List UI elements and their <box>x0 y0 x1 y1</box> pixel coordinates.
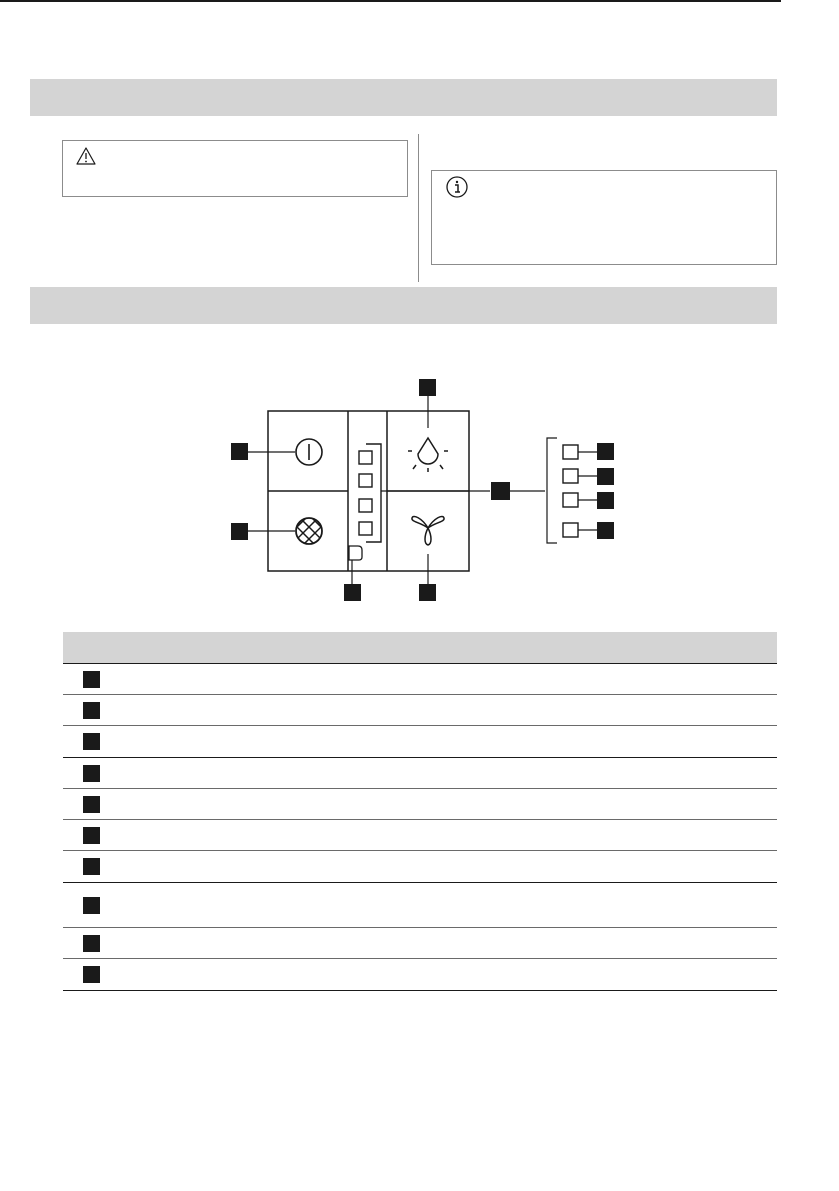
row-marker <box>83 796 100 813</box>
callout-marker <box>231 443 248 460</box>
table-header <box>63 632 777 664</box>
column-divider <box>418 134 419 282</box>
callout-marker <box>491 482 510 500</box>
level-squares-legend <box>563 445 578 537</box>
callout-marker <box>344 584 361 601</box>
table-row <box>63 695 777 726</box>
top-rule <box>0 0 781 2</box>
callout-marker <box>419 379 436 396</box>
table-row <box>63 959 777 991</box>
callout-marker <box>597 522 614 539</box>
light-bulb-icon <box>408 438 448 472</box>
table-row <box>63 883 777 928</box>
table-row <box>63 928 777 959</box>
table-row <box>63 851 777 883</box>
row-marker <box>83 765 100 782</box>
row-marker <box>83 671 100 688</box>
section-header-band-2 <box>30 287 777 324</box>
callout-marker <box>597 443 614 460</box>
callout-marker <box>419 584 436 601</box>
section-header-band-1 <box>30 79 777 116</box>
power-icon <box>296 439 322 465</box>
row-marker <box>83 897 100 914</box>
table-row <box>63 726 777 758</box>
grease-filter-icon <box>276 506 342 564</box>
fan-icon <box>412 516 444 545</box>
row-marker <box>83 935 100 952</box>
speed-indicator-squares <box>359 444 381 542</box>
info-box <box>431 170 777 265</box>
control-panel-diagram <box>0 370 839 630</box>
callout-marker <box>597 492 614 509</box>
warning-box <box>62 140 408 197</box>
table-row <box>63 789 777 820</box>
table-row <box>63 758 777 789</box>
row-marker <box>83 733 100 750</box>
info-circle-icon <box>446 176 468 198</box>
row-marker <box>83 702 100 719</box>
row-marker <box>83 858 100 875</box>
row-marker <box>83 827 100 844</box>
table-row <box>63 820 777 851</box>
legend-table <box>63 632 777 991</box>
row-marker <box>83 966 100 983</box>
callout-marker <box>597 468 614 485</box>
callout-marker <box>231 523 248 540</box>
warning-triangle-icon <box>76 147 96 165</box>
display-indicator <box>349 546 362 560</box>
table-row <box>63 664 777 695</box>
